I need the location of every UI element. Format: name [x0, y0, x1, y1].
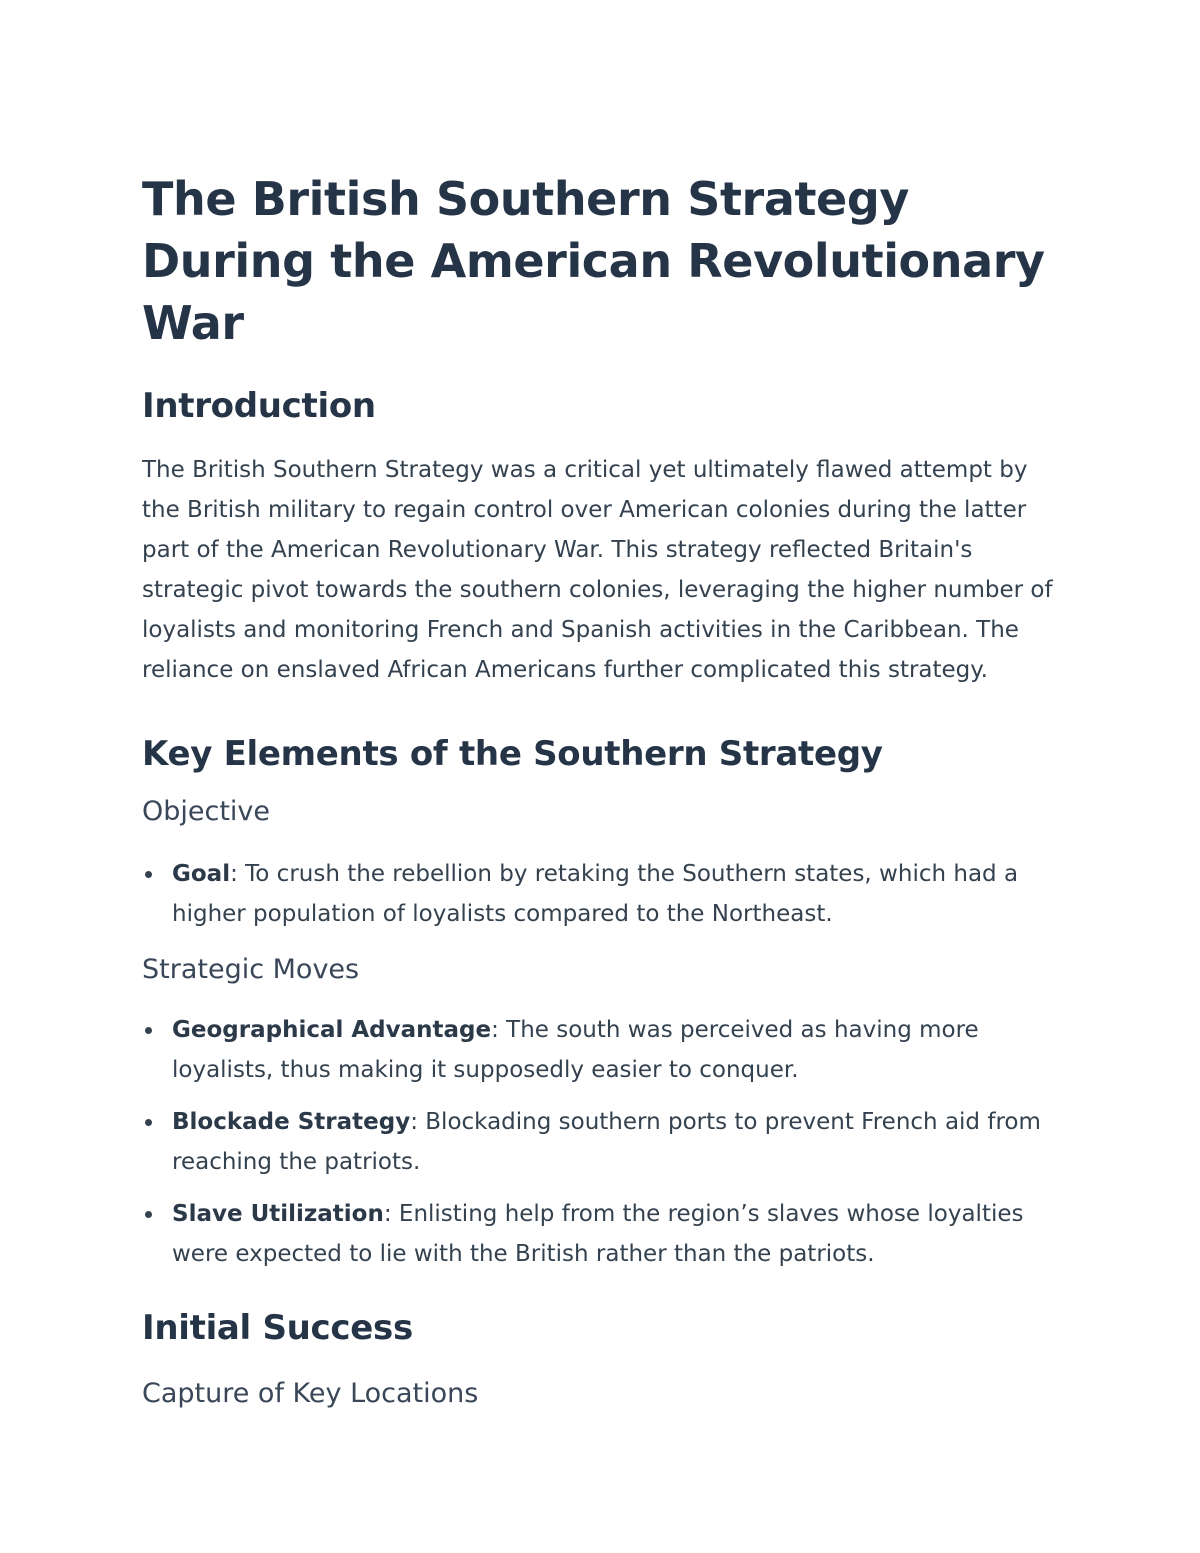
list-item-term: Slave Utilization [172, 1201, 384, 1227]
document-page [142, 168, 1072, 1412]
objective-list [142, 854, 1072, 934]
list-item-term: Geographical Advantage [172, 1017, 492, 1043]
key-elements-heading: Key Elements of the Southern Strategy [142, 734, 883, 774]
capture-key-locations-heading: Capture of Key Locations [142, 1378, 479, 1409]
introduction-heading: Introduction [142, 386, 376, 426]
list-item-text: : To crush the rebellion by retaking the Southern states, which had a higher population of loyalists compared to the Northeast. [172, 861, 1019, 927]
strategic-moves-list [142, 1010, 1072, 1274]
bullet-dot [145, 1027, 152, 1034]
list-item-text: : Blockading southern ports to prevent French aid from reaching the patriots. [172, 1109, 1041, 1175]
introduction-paragraph: The British Southern Strategy was a critical yet ultimately flawed attempt by the British military to regain control over American colonies during the latter part of the American Revolutionary War. This strategy reflected Britain's strategic pivot towards the southern colonies, leveraging the higher number of loyalists and monitoring French and Spanish activities in the Caribbean. The reliance on enslaved African Americans further complicated this strategy. [142, 457, 1053, 683]
list-item [142, 1102, 1072, 1182]
initial-success-heading: Initial Success [142, 1308, 413, 1348]
list-item [142, 854, 1072, 934]
bullet-dot [145, 1119, 152, 1126]
list-item-term: Blockade Strategy [172, 1109, 411, 1135]
list-item-text: : Enlisting help from the region’s slaves whose loyalties were expected to lie with the British rather than the patriots. [172, 1201, 1024, 1267]
strategic-moves-heading: Strategic Moves [142, 954, 360, 985]
list-item-term: Goal [172, 861, 231, 887]
list-item [142, 1010, 1072, 1090]
bullet-dot [145, 871, 152, 878]
document-title: The British Southern Strategy During the American Revolutionary War [142, 172, 1045, 350]
list-item-text: : The south was perceived as having more loyalists, thus making it supposedly easier to conquer. [172, 1017, 979, 1083]
list-item [142, 1194, 1072, 1274]
bullet-dot [145, 1211, 152, 1218]
objective-heading: Objective [142, 796, 271, 827]
